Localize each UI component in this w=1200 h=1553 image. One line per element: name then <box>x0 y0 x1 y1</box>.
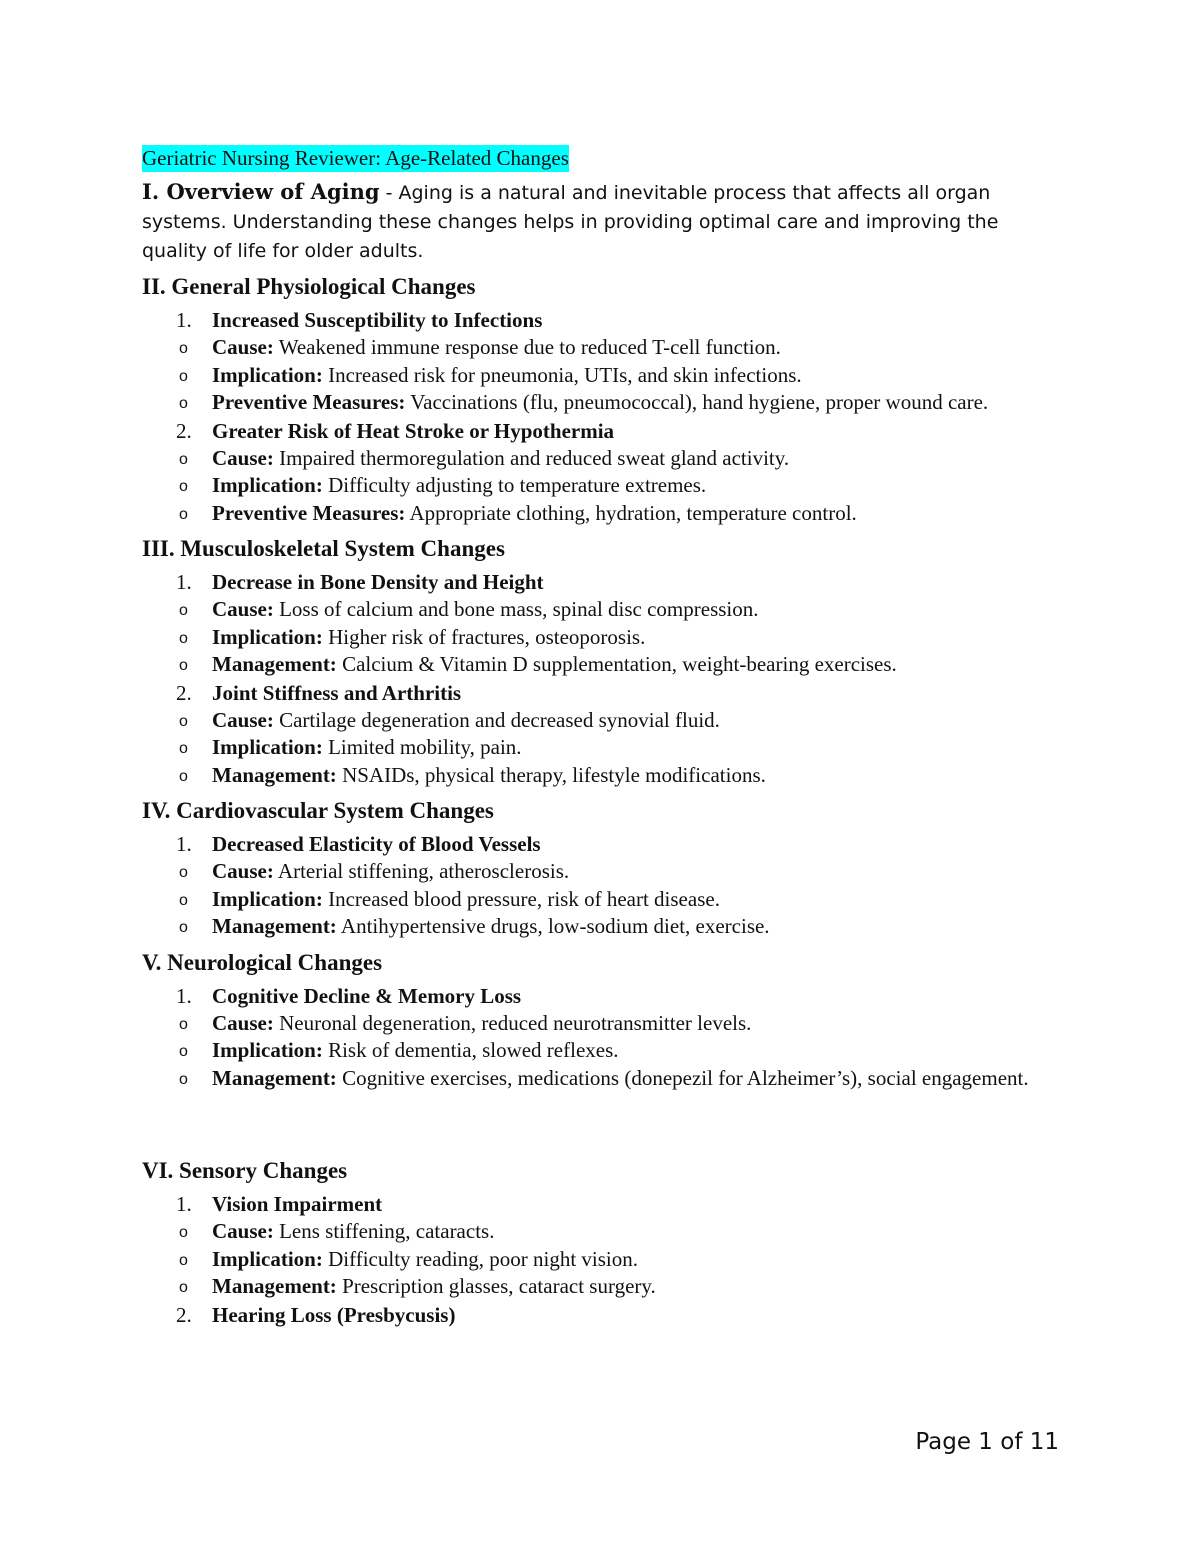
bullet-item <box>142 913 1062 941</box>
bullet-marker-icon: o <box>179 367 188 385</box>
bullet-marker-icon: o <box>179 1224 188 1241</box>
overview-heading: I. Overview of Aging <box>142 179 380 204</box>
bullet-marker-icon: o <box>179 505 188 523</box>
bullet-label: Preventive Measures: <box>212 500 406 525</box>
document-content <box>142 144 1062 1329</box>
topic-title: Hearing Loss (Presbycusis) <box>212 1302 456 1327</box>
bullet-text: NSAIDs, physical therapy, lifestyle modifications. <box>336 762 766 787</box>
section-heading: V. Neurological Changes <box>142 949 383 975</box>
bullet-item <box>142 1065 1062 1093</box>
topic-title: Joint Stiffness and Arthritis <box>212 680 462 705</box>
bullet-item <box>142 362 1062 390</box>
overview-paragraph <box>142 178 1062 265</box>
topic-item <box>142 306 1062 334</box>
bullet-marker-icon: o <box>179 1015 188 1033</box>
bullet-text: Weakened immune response due to reduced T-cell function. <box>273 335 781 359</box>
topic-number: 1. <box>176 983 192 1008</box>
bullet-text: Cartilage degeneration and decreased synovial fluid. <box>273 707 720 732</box>
bullet-marker-icon: o <box>179 864 188 881</box>
section-heading: IV. Cardiovascular System Changes <box>142 798 494 823</box>
bullet-text: Risk of dementia, slowed reflexes. <box>322 1038 619 1062</box>
bullet-label: Cause: <box>212 335 274 359</box>
bullet-marker-icon: o <box>179 450 188 468</box>
topic-item <box>142 1301 1062 1329</box>
bullet-marker-icon: o <box>179 629 188 647</box>
section <box>142 272 1062 527</box>
bullet-label: Implication: <box>212 735 323 759</box>
bullet-label: Cause: <box>212 859 274 883</box>
page-number: Page 1 of 11 <box>915 1429 1059 1455</box>
bullet-list <box>142 858 1062 941</box>
bullet-text: Arterial stiffening, atherosclerosis. <box>273 859 570 883</box>
bullet-label: Management: <box>212 652 337 676</box>
topic-number: 2. <box>176 680 192 705</box>
bullet-item <box>142 389 1062 417</box>
bullet-label: Cause: <box>212 1219 274 1243</box>
bullet-marker-icon: o <box>179 740 188 757</box>
topic-item <box>142 417 1062 445</box>
topic-list <box>142 568 1062 789</box>
bullet-label: Implication: <box>212 362 323 387</box>
bullet-list <box>142 334 1062 417</box>
bullet-item <box>142 500 1062 528</box>
topic-item <box>142 982 1062 1010</box>
bullet-item <box>142 858 1062 886</box>
bullet-label: Cause: <box>212 1010 274 1035</box>
topic-number: 1. <box>176 308 192 332</box>
bullet-item <box>142 734 1062 762</box>
topic-title: Vision Impairment <box>212 1192 383 1216</box>
bullet-list <box>142 1010 1062 1093</box>
section <box>142 1156 1062 1329</box>
bullet-item <box>142 596 1062 624</box>
bullet-label: Implication: <box>212 624 323 649</box>
bullet-marker-icon: o <box>179 602 188 619</box>
section <box>142 534 1062 789</box>
bullet-label: Cause: <box>212 445 274 470</box>
topic-title: Decreased Elasticity of Blood Vessels <box>212 832 541 856</box>
bullet-text: Increased blood pressure, risk of heart disease. <box>322 886 720 911</box>
topic-title: Greater Risk of Heat Stroke or Hypothermia <box>212 418 615 443</box>
bullet-text: Impaired thermoregulation and reduced sweat gland activity. <box>273 445 790 470</box>
overview-text: - Aging is a natural and inevitable process that affects all organ systems. Understanding these changes helps in providing optimal care and improving the quality of life for older adults. <box>142 182 999 262</box>
section-heading: II. General Physiological Changes <box>142 274 476 299</box>
bullet-text: Limited mobility, pain. <box>322 735 522 759</box>
bullet-marker-icon: o <box>179 1279 188 1296</box>
bullet-text: Vaccinations (flu, pneumococcal), hand hygiene, proper wound care. <box>405 390 989 414</box>
bullet-marker-icon: o <box>179 478 188 495</box>
bullet-list <box>142 445 1062 528</box>
bullet-item <box>142 334 1062 362</box>
topic-list <box>142 830 1062 941</box>
topic-item <box>142 1190 1062 1218</box>
topic-item <box>142 568 1062 596</box>
bullet-item <box>142 651 1062 679</box>
bullet-item <box>142 624 1062 652</box>
section-heading: III. Musculoskeletal System Changes <box>142 536 505 561</box>
topic-item <box>142 830 1062 858</box>
bullet-label: Cause: <box>212 707 274 732</box>
bullet-text: Increased risk for pneumonia, UTIs, and skin infections. <box>322 362 802 387</box>
topic-list <box>142 982 1062 1093</box>
bullet-label: Management: <box>212 762 337 787</box>
topic-number: 1. <box>176 1192 192 1216</box>
bullet-marker-icon: o <box>179 767 188 785</box>
bullet-text: Loss of calcium and bone mass, spinal disc compression. <box>273 597 759 621</box>
topic-title: Increased Susceptibility to Infections <box>212 308 543 332</box>
bullet-list <box>142 1218 1062 1301</box>
bullet-label: Management: <box>212 914 337 938</box>
sections-container <box>142 272 1062 1329</box>
bullet-marker-icon: o <box>179 891 188 909</box>
bullet-label: Implication: <box>212 1038 323 1062</box>
bullet-marker-icon: o <box>179 1043 188 1060</box>
topic-title: Cognitive Decline & Memory Loss <box>212 983 522 1008</box>
bullet-text: Prescription glasses, cataract surgery. <box>336 1274 656 1298</box>
bullet-text: Difficulty reading, poor night vision. <box>322 1246 638 1271</box>
section <box>142 948 1062 1093</box>
bullet-label: Preventive Measures: <box>212 390 406 414</box>
bullet-item <box>142 1273 1062 1301</box>
bullet-marker-icon: o <box>179 395 188 412</box>
bullet-text: Higher risk of fractures, osteoporosis. <box>322 624 646 649</box>
bullet-text: Neuronal degeneration, reduced neurotransmitter levels. <box>273 1010 752 1035</box>
topic-title: Decrease in Bone Density and Height <box>212 570 544 594</box>
bullet-marker-icon: o <box>179 1251 188 1269</box>
bullet-item <box>142 472 1062 500</box>
bullet-item <box>142 707 1062 735</box>
topic-number: 1. <box>176 832 192 856</box>
bullet-marker-icon: o <box>179 340 188 357</box>
bullet-list <box>142 707 1062 790</box>
bullet-item <box>142 445 1062 473</box>
section-heading: VI. Sensory Changes <box>142 1158 348 1183</box>
bullet-text: Appropriate clothing, hydration, temperature control. <box>405 500 857 525</box>
bullet-item <box>142 886 1062 914</box>
bullet-label: Implication: <box>212 1246 323 1271</box>
topic-list <box>142 1190 1062 1329</box>
topic-number: 2. <box>176 418 192 443</box>
bullet-item <box>142 1218 1062 1246</box>
bullet-label: Cause: <box>212 597 274 621</box>
bullet-item <box>142 1246 1062 1274</box>
bullet-list <box>142 596 1062 679</box>
section <box>142 796 1062 941</box>
bullet-marker-icon: o <box>179 712 188 730</box>
bullet-item <box>142 762 1062 790</box>
bullet-text: Difficulty adjusting to temperature extremes. <box>322 473 707 497</box>
topic-number: 1. <box>176 570 192 594</box>
bullet-text: Lens stiffening, cataracts. <box>273 1219 495 1243</box>
bullet-text: Calcium & Vitamin D supplementation, weight-bearing exercises. <box>336 652 897 676</box>
topic-list <box>142 306 1062 527</box>
bullet-label: Implication: <box>212 473 323 497</box>
topic-item <box>142 679 1062 707</box>
bullet-item <box>142 1037 1062 1065</box>
bullet-marker-icon: o <box>179 919 188 936</box>
bullet-label: Management: <box>212 1274 337 1298</box>
bullet-label: Management: <box>212 1065 337 1090</box>
bullet-marker-icon: o <box>179 1070 188 1088</box>
bullet-text: Antihypertensive drugs, low-sodium diet, exercise. <box>336 914 770 938</box>
topic-number: 2. <box>176 1302 192 1327</box>
bullet-marker-icon: o <box>179 657 188 674</box>
document-title: Geriatric Nursing Reviewer: Age-Related Changes <box>142 146 569 170</box>
bullet-item <box>142 1010 1062 1038</box>
bullet-label: Implication: <box>212 886 323 911</box>
bullet-text: Cognitive exercises, medications (donepezil for Alzheimer’s), social engagement. <box>336 1065 1029 1090</box>
